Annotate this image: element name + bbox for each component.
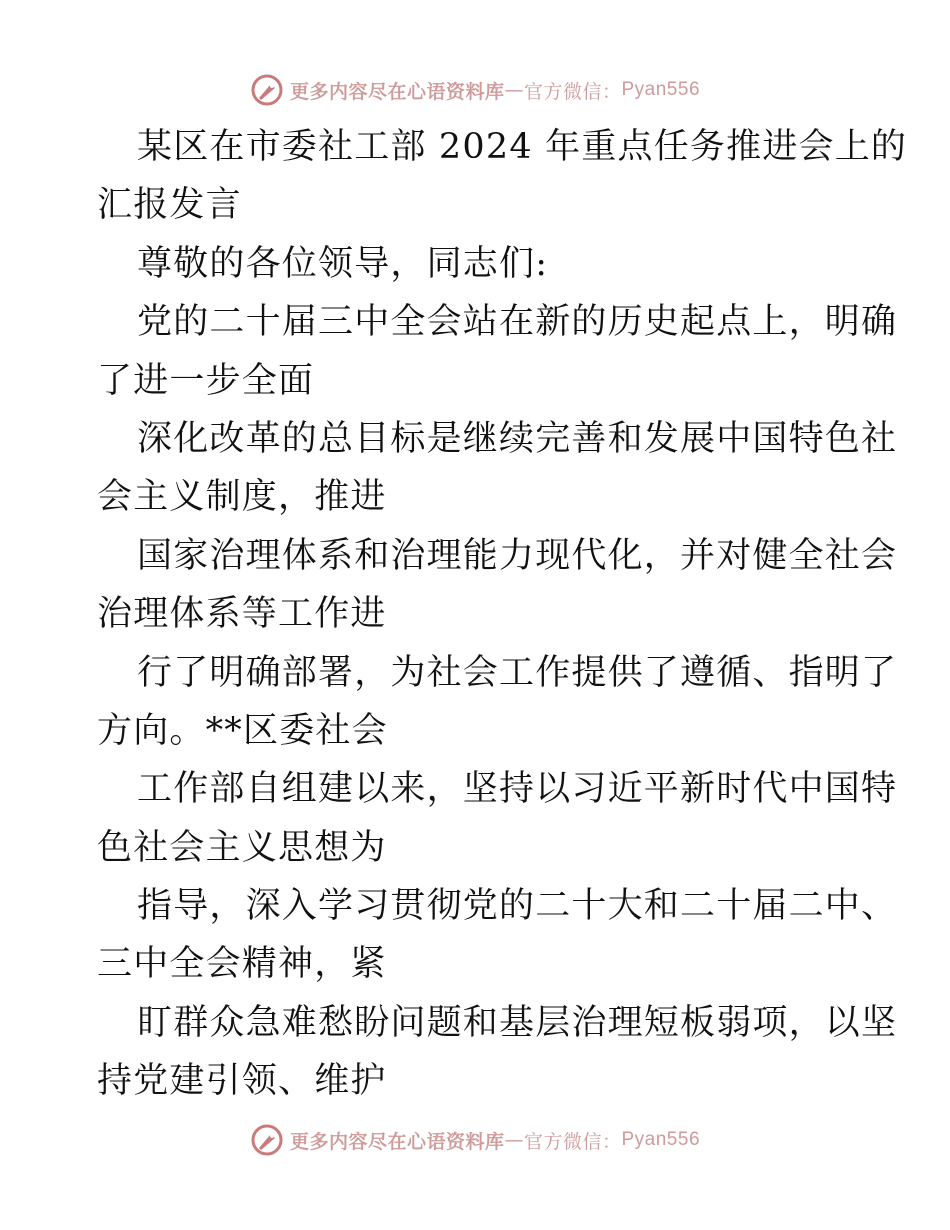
watermark-wechat-label: 官方微信： — [523, 80, 622, 103]
document-body — [97, 118, 908, 1111]
document-line: 工作部自组建以来，坚持以习近平新时代中国特 — [137, 769, 898, 810]
document-line: 汇报发言 — [97, 185, 242, 226]
header-watermark — [0, 70, 950, 110]
document-line: 某区在市委社工部 2024 年重点任务推进会上的 — [137, 127, 908, 167]
document-line: 尊敬的各位领导，同志们: — [137, 243, 549, 284]
watermark-wechat-id: Pyan556 — [621, 79, 701, 100]
document-line: 深化改革的总目标是继续完善和发展中国特色社 — [137, 418, 898, 459]
watermark-main-text: 更多内容尽在心语资料库 — [289, 80, 505, 103]
document-line: 持党建引领、维护 — [97, 1061, 387, 1102]
pen-nib-circle-icon — [250, 73, 284, 107]
document-line: 了进一步全面 — [97, 360, 315, 401]
document-line: 行了明确部署，为社会工作提供了遵循、指明了 — [137, 652, 898, 693]
document-line: 党的二十届三中全会站在新的历史起点上，明确 — [137, 302, 898, 343]
document-line: 会主义制度，推进 — [97, 477, 387, 518]
watermark-wechat-id: Pyan556 — [621, 1129, 701, 1150]
watermark-main-text: 更多内容尽在心语资料库 — [289, 1130, 505, 1153]
document-line: 盯群众急难愁盼问题和基层治理短板弱项，以坚 — [137, 1002, 898, 1043]
watermark-separator: — — [504, 1129, 524, 1151]
document-line: 国家治理体系和治理能力现代化，并对健全社会 — [137, 535, 898, 576]
footer-watermark — [0, 1120, 950, 1160]
pen-nib-circle-icon — [250, 1123, 284, 1157]
document-line: 色社会主义思想为 — [97, 827, 387, 868]
document-line: 指导，深入学习贯彻党的二十大和二十届二中、 — [137, 886, 898, 927]
watermark-wechat-label: 官方微信： — [523, 1130, 622, 1153]
document-line: 三中全会精神，紧 — [97, 944, 387, 985]
watermark-separator: — — [504, 79, 524, 101]
document-line: 治理体系等工作进 — [97, 594, 387, 635]
document-line: 方向。**区委社会 — [97, 710, 388, 751]
